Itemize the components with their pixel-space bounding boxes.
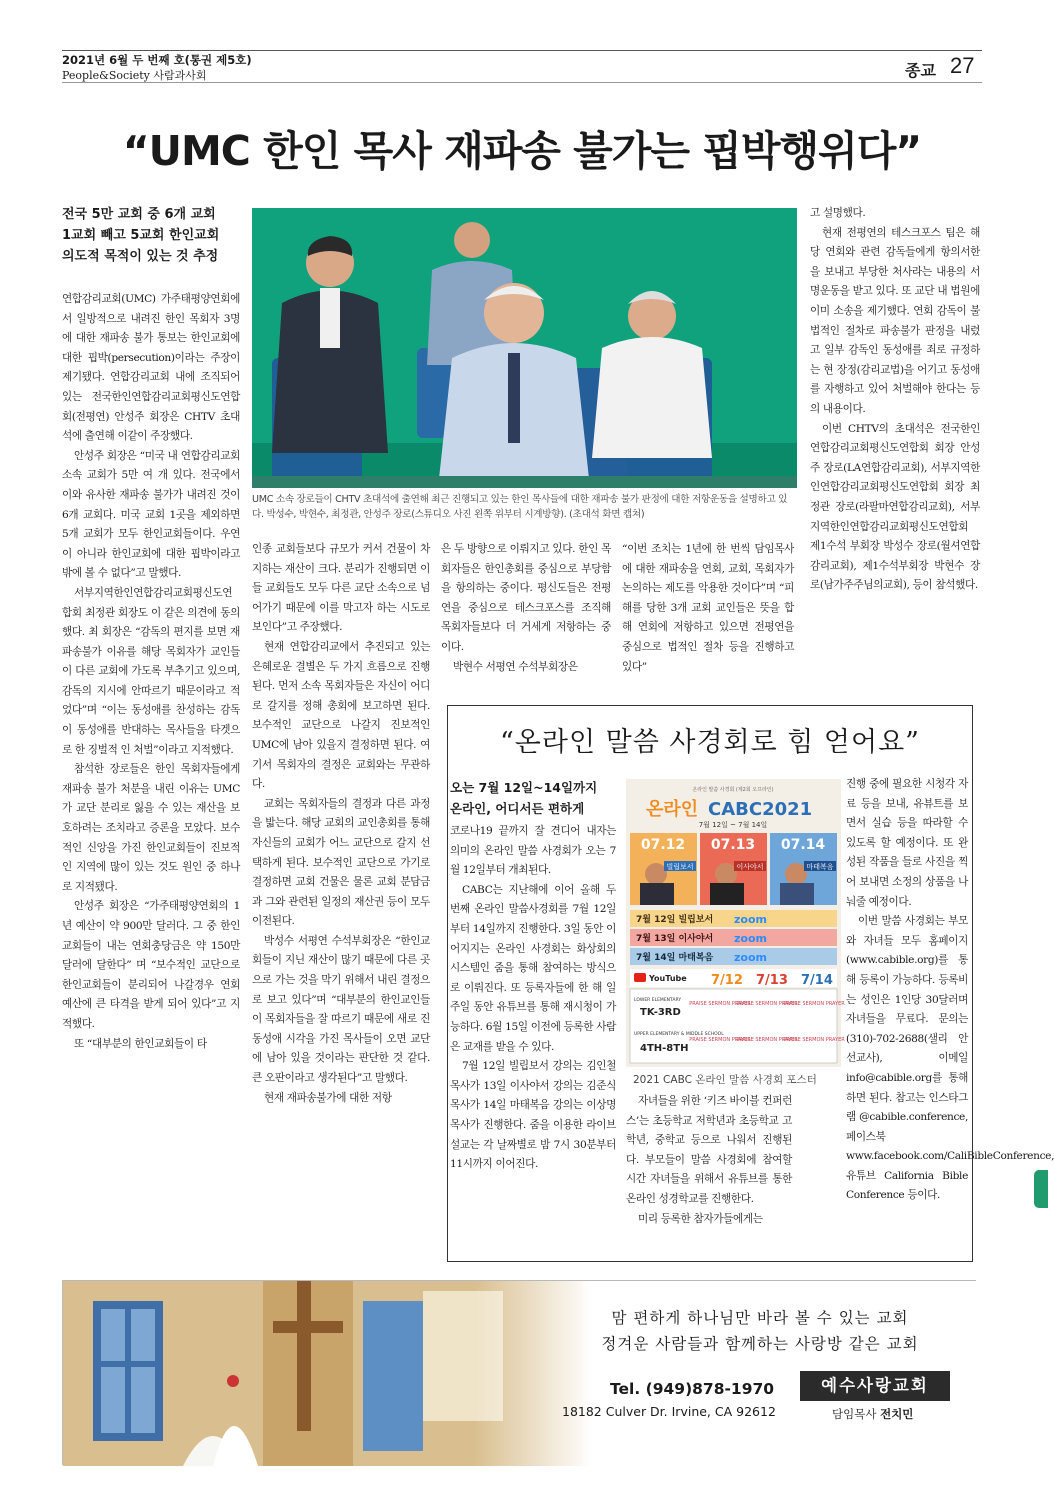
poster-yt-date: 7/13 [756, 973, 788, 988]
poster-zoom-label: zoom [734, 932, 767, 945]
poster-zoom-label: zoom [734, 951, 767, 964]
article-column-3 [441, 540, 611, 700]
poster-cell: PRAISE SERMON PRAYER [736, 1001, 798, 1007]
youtube-icon [634, 973, 646, 982]
paragraph: 현재 재파송불가에 대한 저항 [264, 1091, 392, 1104]
subhead-line: 전국 5만 교회 중 6개 교회 [62, 207, 216, 222]
poster-day-date: 07.12 [640, 837, 686, 853]
poster-upper-label: UPPER ELEMENTARY & MIDDLE SCHOOL [634, 1032, 724, 1037]
poster-small-top: 온라인 말씀 사경회 (제2회 오프라인) [692, 787, 774, 793]
poster-upper-grade: 4TH-8TH [640, 1043, 689, 1054]
poster-zoom-label: zoom [734, 913, 767, 926]
box-column-3 [846, 775, 1054, 1257]
paragraph: 박현수 서평연 수석부회장은 [453, 660, 578, 673]
poster-cell: PRAISE SERMON PRAYER [689, 1001, 751, 1007]
paragraph: 미리 등록한 참자가들에게는 [638, 1212, 763, 1225]
article-photo [252, 208, 797, 488]
ad-pastor-name: 전치민 [880, 1407, 914, 1421]
poster-cell: PRAISE SERMON PRAYER [689, 1037, 751, 1043]
paragraph: 7월 12일 빌립보서 강의는 김인철 목사가 13일 이사야서 강의는 김준식 목사가 14일 마태복음 강의는 이상명 목사가 진행한다. 줌을 이용한 라이브 설교는 각 날짜별로 밤 7시 30분부터 11시까지 이어진다. [450, 1060, 616, 1171]
ad-church-name: 예수사랑교회 [800, 1371, 950, 1401]
article-column-2 [252, 540, 430, 1260]
paragraph: 이번 CHTV의 초대석은 전국한인연합감리교회평신도연합회 회장 안성주 장로(LA연합감리교회), 서부지역한인연합감리교회평신도연합회 회장 최정관 장로(라팔마연합감리교회), 서부지역한인연합감리교회평신도연합회 제1수석 부회장 박성수 장로(월셔연합감리교회), 제1수석부회장 박현수 장로(남가주주님의교회), 등이 참석했다. [810, 422, 980, 592]
paragraph: 안성주 회장은 “미국 내 연합감리교회 소속 교회가 5만 여 개 있다. 전국에서 이와 유사한 재파송 불가가 내려진 것이 6개 교회다. 미국 교회 1곳을 제외하면 5개 교회가 모두 한인교회들이다. 우연이 아니라 한인교회에 대한 핍박이라고 밖에 볼 수 없다”고 말했다. [62, 449, 240, 580]
box-subheads [450, 777, 597, 819]
poster-yt-date: 7/14 [801, 973, 833, 988]
paragraph: “이번 조치는 1년에 한 번씩 담임목사에 대한 재파송을 연회, 교회, 목회자가 논의하는 제도를 악용한 것이다”며 “피해를 당한 3개 교회 교인들은 뜻을 합해 연회에 저항하고 있으면 전평연을 중심으로 법적인 절차 등을 진행하고 있다” [622, 543, 794, 673]
page-number: 27 [950, 53, 975, 78]
poster-row: 7월 13일 이사야서 [636, 934, 714, 944]
ad-telephone: Tel. (949)878-1970 [610, 1380, 775, 1398]
paragraph: 인종 교회들보다 규모가 커서 건물이 차지하는 재산이 크다. 분리가 진행되면 이들 교회들도 모두 다른 교단 소속으로 넘어가기 때문에 이를 막고자 하는 시도로 보인다”고 주장했다. [252, 543, 430, 634]
paragraph: 박성수 서평연 수석부회장은 “한인교회들이 지닌 재산이 많기 때문에 다른 곳으로 가는 것을 막기 위해서 내린 결정으로 보고 있다”며 “대부분의 한인교인들이 목회자들을 잘 따르기 때문에 새로 진동성애 시각을 가진 목사들이 오면 교단에 남아 있을 것이라는 판단한 것 같다. 큰 오판이라고 생각된다”고 말했다. [252, 934, 430, 1085]
photo-caption: UMC 소속 장로들이 CHTV 초대석에 출연해 최근 진행되고 있는 한인 목사들에 대한 재파송 불가 판정에 대한 저항운동을 설명하고 있다. 박성수, 박현수, 최정관, 안성주 장로(스튜디오 사진 왼쪽 위부터 시계방향). (초대석 화면 캡쳐) [252, 494, 788, 520]
ad-slogan-1: 맘 편하게 하나님만 바라 볼 수 있는 교회 [611, 1309, 909, 1327]
paragraph: CABC는 지난해에 이어 올해 두 번째 온라인 말씀사경회를 7월 12일부터 14일까지 진행한다. 3일 동안 이어지지는 온라인 사경회는 화상회의 시스템인 줌을 통해 참여하는 방식으로 이뤄진다. 또 등록자들에 한 해 일주일 동안 유튜브를 통해 재시청이 가능하다. 6월 15일 이전에 등록한 사람은 교재를 받을 수 있다. [450, 883, 616, 1053]
paragraph: 은 두 방향으로 이뤄지고 있다. 한인 목회자들은 한인총회를 중심으로 부당함을 항의하는 중이다. 평신도들은 전평연을 중심으로 테스크포스를 조직해 목회자들보다 더 거세게 저항하는 중이다. [441, 543, 611, 653]
poster-row: 7월 12일 빌립보서 [636, 915, 714, 925]
cabc-poster [626, 779, 845, 1067]
ad-address: 18182 Culver Dr. Irvine, CA 92612 [562, 1404, 776, 1419]
paragraph: 진행 중에 필요한 시청각 자료 등을 보내, 유뷰트를 보면서 실습 등을 따라할 수 있도록 할 예정이다. 또 완성된 작품을 들로 사진을 찍어 보내면 소정의 상품을 나눠줄 예정이다. [846, 778, 968, 908]
poster-cell: PRAISE SERMON PRAYER [783, 1001, 845, 1007]
studio-photo-illustration [252, 208, 797, 488]
paragraph: 교회는 목회자들의 결정과 다른 과정을 밟는다. 해당 교회의 교인총회를 통해 자신들의 교회가 어느 교단으로 갈지 선택하게 된다. 보수적인 교단으로 가기로 결정하면 교회 건물은 물론 교회 분담금과 그와 관련된 일정의 재산권 등이 모두 이전된다. [252, 797, 430, 928]
paragraph: 안성주 회장은 “가주태평양연회의 1년 예산이 약 900만 달러다. 그 중 한인교회들이 내는 연회충당금은 약 150만 달러에 달한다” 며 “보수적인 교단으로 한인교회들이 분리되어 나갈경우 연회 예산에 큰 타격을 받게 되어 있다”고 지적했다. [62, 900, 240, 1030]
article-column-4 [622, 540, 794, 700]
poster-day-date: 07.13 [710, 837, 756, 853]
page-edge-tab [1034, 1170, 1048, 1208]
paragraph: 서부지역한인연합감리교회평신도연합회 최정관 회장도 이 같은 의견에 동의했다. 최 회장은 “감독의 편지를 보면 재파송불가 이유를 해당 목회자가 교인들이 다른 교회에 가도록 부추기고 있으며, 감독의 지시에 안따르기 때문이라고 적었다”며 “이는 동성애를 찬성하는 감독이 동성애를 반대하는 목사들을 타겟으로 한 징벌적 인 처벌”이라고 지적했다. [62, 586, 240, 756]
subhead-line: 1교회 빼고 5교회 한인교회 [62, 228, 220, 243]
ad-pastor-label: 담임목사 [832, 1407, 877, 1421]
poster-day-book: 마태복음 [806, 863, 834, 871]
issue-info: 2021년 6월 두 번째 호(통권 제5호) [62, 53, 252, 67]
paragraph: 또 “대부분의 한인교회들이 타 [74, 1037, 207, 1050]
ad-pastor [832, 1406, 913, 1422]
subhead-line: 의도적 목적이 있는 것 추정 [62, 249, 219, 264]
paragraph: 현재 연합감리교에서 추진되고 있는 은혜로운 결별은 두 가지 흐름으로 진행된다. 먼저 소속 목회자들은 자신이 어디로 갈지를 정해 총회에 보고하면 된다. 보수적인 교단으로 나갈지 진보적인 UMC에 남아 있을지 결정하면 된다. 여기서 목회자의 결정은 교회와는 무관하다. [252, 640, 430, 791]
cabc-poster-graphic [626, 779, 845, 1067]
paragraph: 연합감리교회(UMC) 가주태평양연회에서 일방적으로 내려진 한인 목회자 3명에 대한 재파송 불가 통보는 한인교회에 대한 핍박(persecution)이라는 주장이 제기됐다. 연합감리교회 내에 조직되어 있는 전국한인연합감리교회평신도연합회(전평연) 안성주 회장은 CHTV 초대석에 출연해 이같이 주장했다. [62, 293, 240, 443]
subhead-line: 오는 7월 12일~14일까지 [450, 780, 598, 795]
box-column-2 [626, 1092, 792, 1256]
poster-cell: PRAISE SERMON PRAYER [736, 1037, 798, 1043]
paragraph: 현재 전평연의 테스크포스 팀은 해당 연회와 관련 감독들에게 항의서한을 보내고 부당한 처사라는 내용의 서명운동을 받고 있다. 또 교단 내 법원에 이미 소송을 제기했다. 연회 감독이 불법적인 절차로 파송불가 판정을 내렸고 일부 감독인 동성애를 죄로 규정하는 현 장정(감리교법)을 어기고 동성애를 자행하고 있어 처벌해야 한다는 등의 내용이다. [810, 226, 980, 415]
paragraph: 코로나19 끝까지 잘 견디어 내자는 의미의 온라인 말씀 사경회가 오는 7월 12일부터 개최된다. [450, 825, 616, 877]
article-column-5 [810, 204, 980, 700]
header-rule-bottom [62, 82, 982, 83]
box-column-1 [450, 822, 616, 1254]
paragraph: 고 설명했다. [810, 207, 866, 219]
article-column-1 [62, 290, 240, 1260]
poster-title-a: 온라인 [646, 799, 699, 820]
poster-title-b: CABC2021 [708, 799, 813, 820]
headline: “UMC 한인 목사 재파송 불가는 핍박행위다” [122, 127, 922, 175]
header-rule-top [62, 50, 982, 51]
poster-day-book: 빌립보서 [666, 863, 694, 871]
poster-day-date: 07.14 [780, 837, 826, 853]
publication-name: People&Society 사람과사회 [62, 69, 207, 82]
poster-row: 7월 14일 마태복음 [636, 953, 714, 963]
poster-day-book: 이사야서 [736, 863, 764, 871]
poster-youtube-label: YouTube [649, 974, 687, 983]
paragraph: 이번 말씀 사경회는 부모와 자녀들 모두 홈페이지(www.cabible.org)를 통해 등록이 가능하다. 등록비는 성인은 1인당 30달러며 자녀들을 무료다. 문의는 (310)-702-2688(샐리 안 선교사), 이메일 info@cabible.org를 통해 하면 된다. 참고는 인스타그램 @cabible.conference, 페이스북 www.facebook.com/CaliBibleConference, 유튜브 California Bible Conference 등이다. [846, 915, 1054, 1202]
poster-caption: 2021 CABC 온라인 말씀 사경회 포스터 [633, 1074, 817, 1086]
paragraph: 자녀들을 위한 ‘키즈 바이블 컨퍼런스’는 초등학교 저학년과 초등학교 고학년, 중학교 등으로 나워서 진행된다. 부모들이 말씀 사경회에 참여할 시간 자녀들을 위해서 유튜브를 통한 온라인 성경학교를 진행한다. [626, 1095, 792, 1205]
poster-lower-label: LOWER ELEMENTARY [634, 998, 682, 1003]
poster-cell: PRAISE SERMON PRAYER [783, 1037, 845, 1043]
subhead-line: 온라인, 어디서든 편하게 [450, 801, 585, 816]
article-subheads [62, 204, 242, 267]
box-headline: “온라인 말씀 사경회로 힘 얻어요” [499, 727, 920, 758]
poster-dates: 7월 12일 ~ 7월 14일 [698, 821, 768, 829]
poster-yt-date: 7/12 [711, 973, 743, 988]
poster-lower-grade: TK-3RD [640, 1007, 681, 1018]
paragraph: 참석한 장로들은 한인 목회자들에게 재파송 불가 처분을 내린 이유는 UMC가 교단 분리로 잃을 수 있는 재산을 보호하려는 조치라고 증론을 모았다. 보수적인 신앙을 가진 한인교회들이 진보적인 지역에 많이 있는 것도 원인 중 하나로 지적됐다. [62, 763, 240, 893]
section-name: 종교 [905, 61, 936, 80]
ad-slogan-2: 정겨운 사람들과 함께하는 사랑방 같은 교회 [601, 1335, 919, 1353]
